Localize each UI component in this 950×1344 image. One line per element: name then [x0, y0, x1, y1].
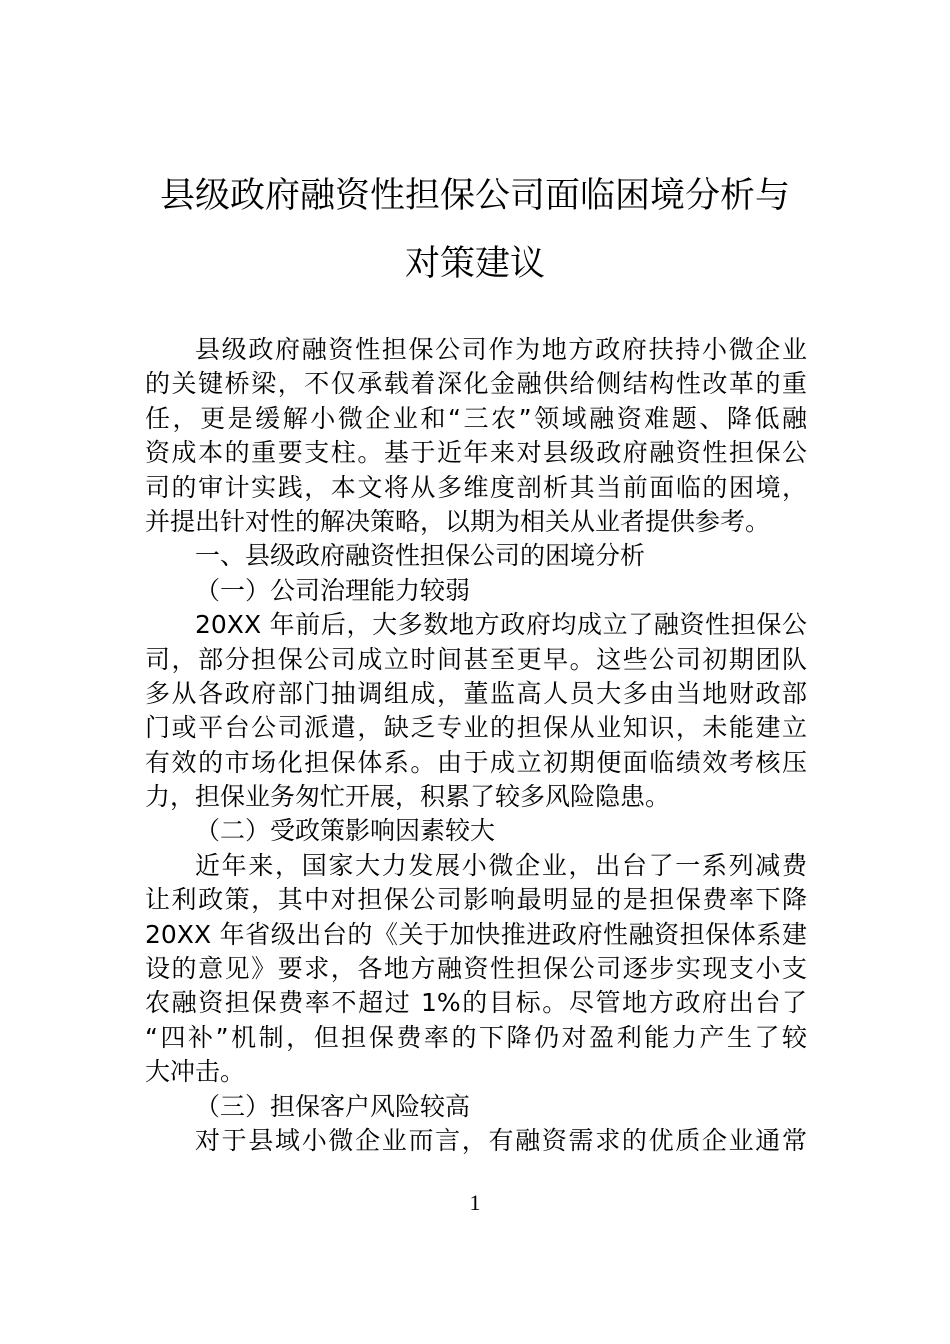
- body-line: 农融资担保费率不超过 1%的目标。尽管地方政府出台了: [145, 988, 807, 1018]
- body-line: 设的意见》要求，各地方融资性担保公司逐步实现支小支: [145, 954, 807, 984]
- body-line: 门或平台公司派遣，缺乏专业的担保从业知识，未能建立: [145, 713, 807, 743]
- body-line: 县级政府融资性担保公司作为地方政府扶持小微企业: [195, 335, 807, 364]
- body-line: 让利政策，其中对担保公司影响最明显的是担保费率下降: [145, 885, 807, 915]
- body-line: 近年来，国家大力发展小微企业，出台了一系列减费: [195, 850, 807, 880]
- body-line: 多从各政府部门抽调组成，董监高人员大多由当地财政部: [145, 678, 807, 708]
- subsection-heading: （三）担保客户风险较高: [195, 1091, 471, 1121]
- body-line: “四补”机制，但担保费率的下降仍对盈利能力产生了较: [145, 1022, 807, 1052]
- body-line: 大冲击。: [145, 1057, 246, 1087]
- body-line: 司，部分担保公司成立时间甚至更早。这些公司初期团队: [145, 644, 807, 674]
- body-line: 司的审计实践，本文将从多维度剖析其当前面临的困境，: [145, 472, 807, 502]
- body-line: 对于县域小微企业而言，有融资需求的优质企业通常: [195, 1125, 807, 1155]
- subsection-heading: （二）受政策影响因素较大: [195, 816, 496, 846]
- document-body: [145, 333, 807, 1158]
- document-title-line-1: 县级政府融资性担保公司面临困境分析与: [159, 176, 790, 216]
- page-number: 1: [469, 1190, 481, 1215]
- body-line: 资成本的重要支柱。基于近年来对县级政府融资性担保公: [145, 438, 807, 468]
- body-line: 并提出针对性的解决策略，以期为相关从业者提供参考。: [145, 506, 771, 536]
- body-line: 任，更是缓解小微企业和“三农”领域融资难题、降低融: [145, 403, 807, 433]
- body-line: 20XX 年前后，大多数地方政府均成立了融资性担保公: [195, 610, 807, 640]
- body-line: 的关键桥梁，不仅承载着深化金融供给侧结构性改革的重: [145, 369, 807, 399]
- body-line: 20XX 年省级出台的《关于加快推进政府性融资担保体系建: [145, 919, 807, 949]
- body-line: 有效的市场化担保体系。由于成立初期便面临绩效考核压: [145, 747, 807, 777]
- section-heading: 一、县级政府融资性担保公司的困境分析: [195, 541, 646, 571]
- subsection-heading: （一）公司治理能力较弱: [195, 575, 471, 605]
- document-title-line-2: 对策建议: [404, 244, 545, 284]
- body-line: 力，担保业务匆忙开展，积累了较多风险隐患。: [145, 782, 671, 812]
